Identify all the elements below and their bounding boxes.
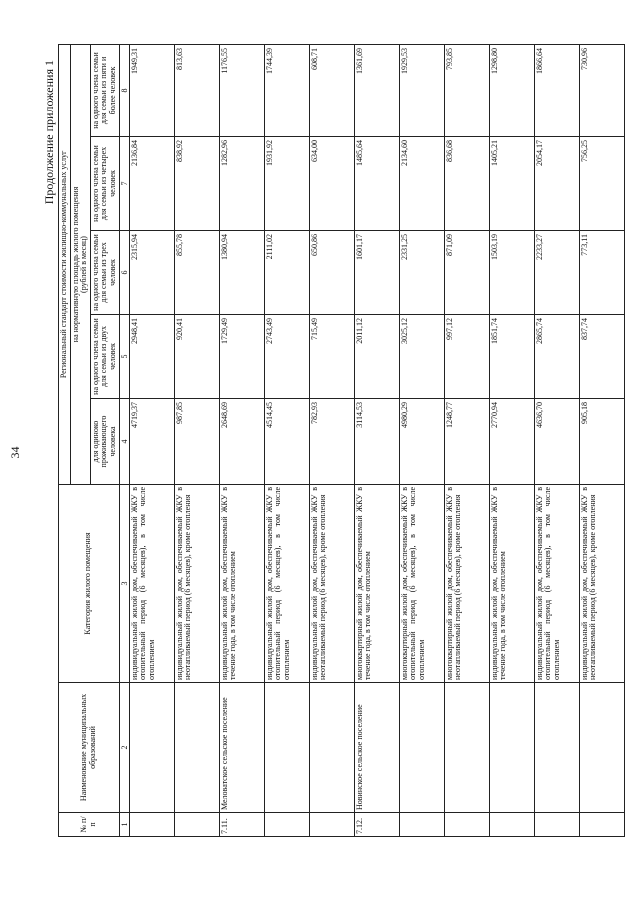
row-municipality xyxy=(264,683,309,813)
row-value: 1744,39 xyxy=(264,44,309,136)
table-row xyxy=(444,44,489,836)
row-value: 2315,94 xyxy=(129,231,174,315)
row-number xyxy=(309,813,354,837)
header-col5: на одного члена семьи для семьи из двух человек xyxy=(90,315,119,399)
header-standard-line2: на нормативную площадь жилого помещения xyxy=(70,186,80,343)
row-value: 1248,77 xyxy=(444,399,489,485)
row-value: 1298,80 xyxy=(489,44,534,136)
row-value: 1405,21 xyxy=(489,137,534,231)
index-row xyxy=(119,44,129,836)
row-value: 813,63 xyxy=(174,44,219,136)
header-municipality: Наименование муниципальных образований xyxy=(59,683,120,813)
row-municipality: Новинское сельское поселение xyxy=(354,683,399,813)
row-value: 756,25 xyxy=(579,137,624,231)
row-number xyxy=(129,813,174,837)
row-category: индивидуальный жилой дом, обеспечиваемый ЖКУ в отопительный период (6 месяцев), в том числе отоплением xyxy=(129,485,174,683)
page-number: 34 xyxy=(8,446,22,459)
row-value: 1929,53 xyxy=(399,44,444,136)
row-value: 2648,69 xyxy=(219,399,264,485)
row-municipality xyxy=(489,683,534,813)
row-value: 871,09 xyxy=(444,231,489,315)
index-cell: 4 xyxy=(119,399,129,485)
appendix-caption: Продолжение приложения 1 xyxy=(42,60,56,205)
row-municipality xyxy=(174,683,219,813)
row-value: 1931,92 xyxy=(264,137,309,231)
row-category: многоквартирный жилой дом, обеспечиваемый ЖКУ в течение года, в том числе отоплением xyxy=(354,485,399,683)
table-row xyxy=(399,44,444,836)
index-cell: 6 xyxy=(119,231,129,315)
index-cell: 2 xyxy=(119,683,129,813)
row-value: 1503,19 xyxy=(489,231,534,315)
table-row xyxy=(219,44,264,836)
row-value: 855,78 xyxy=(174,231,219,315)
row-value: 2054,17 xyxy=(534,137,579,231)
row-value: 1851,74 xyxy=(489,315,534,399)
header-standard-sub xyxy=(70,44,90,484)
header-col8: на одного члена семьи для семьи из пяти и более человек xyxy=(90,44,119,136)
row-value: 773,11 xyxy=(579,231,624,315)
row-municipality xyxy=(399,683,444,813)
index-cell: 3 xyxy=(119,485,129,683)
row-value: 4980,29 xyxy=(399,399,444,485)
row-value: 1176,55 xyxy=(219,44,264,136)
row-value: 2233,27 xyxy=(534,231,579,315)
row-category: индивидуальный жилой дом, обеспечиваемый ЖКУ в неотапливаемый период (6 месяцев), кроме отопления xyxy=(309,485,354,683)
row-value: 2136,84 xyxy=(129,137,174,231)
row-value: 2111,02 xyxy=(264,231,309,315)
header-standard-line3: (рублей в месяц) xyxy=(79,236,89,293)
index-cell: 8 xyxy=(119,44,129,136)
row-value: 838,92 xyxy=(174,137,219,231)
table-row xyxy=(534,44,579,836)
row-value: 905,18 xyxy=(579,399,624,485)
row-number xyxy=(399,813,444,837)
row-number xyxy=(534,813,579,837)
row-municipality xyxy=(534,683,579,813)
row-value: 4636,70 xyxy=(534,399,579,485)
row-number: 7.11. xyxy=(219,813,264,837)
table-row xyxy=(579,44,624,836)
header-number: № п/п xyxy=(59,813,120,837)
table-body xyxy=(119,44,624,836)
row-municipality xyxy=(309,683,354,813)
row-value: 1380,94 xyxy=(219,231,264,315)
row-value: 793,85 xyxy=(444,44,489,136)
row-value: 2743,49 xyxy=(264,315,309,399)
index-cell: 7 xyxy=(119,137,129,231)
cost-standard-table xyxy=(58,44,625,837)
row-value: 1729,49 xyxy=(219,315,264,399)
row-value: 715,49 xyxy=(309,315,354,399)
row-number: 7.12. xyxy=(354,813,399,837)
row-value: 1361,69 xyxy=(354,44,399,136)
row-category: индивидуальный жилой дом, обеспечиваемый ЖКУ в течение года, в том числе отоплением xyxy=(219,485,264,683)
row-category: индивидуальный жилой дом, обеспечиваемый ЖКУ в течение года, в том числе отоплением xyxy=(489,485,534,683)
row-value: 650,86 xyxy=(309,231,354,315)
row-number xyxy=(264,813,309,837)
row-value: 4514,45 xyxy=(264,399,309,485)
row-category: индивидуальный жилой дом, обеспечиваемый ЖКУ в неотапливаемый период (6 месяцев), кроме отопления xyxy=(174,485,219,683)
row-value: 3025,12 xyxy=(399,315,444,399)
row-value: 1866,64 xyxy=(534,44,579,136)
row-value: 634,00 xyxy=(309,137,354,231)
row-value: 2770,94 xyxy=(489,399,534,485)
row-municipality xyxy=(129,683,174,813)
row-value: 4719,37 xyxy=(129,399,174,485)
row-number xyxy=(579,813,624,837)
row-value: 608,71 xyxy=(309,44,354,136)
row-municipality xyxy=(579,683,624,813)
row-value: 2948,41 xyxy=(129,315,174,399)
header-category: Категория жилого помещения xyxy=(59,485,120,683)
row-number xyxy=(444,813,489,837)
header-col6: на одного члена семьи для семьи из трех человек xyxy=(90,231,119,315)
row-value: 2011,12 xyxy=(354,315,399,399)
row-value: 782,93 xyxy=(309,399,354,485)
row-municipality xyxy=(444,683,489,813)
row-value: 2331,25 xyxy=(399,231,444,315)
table-row xyxy=(489,44,534,836)
row-value: 837,74 xyxy=(579,315,624,399)
row-value: 997,12 xyxy=(444,315,489,399)
row-value: 1949,31 xyxy=(129,44,174,136)
row-value: 730,96 xyxy=(579,44,624,136)
row-category: индивидуальный жилой дом, обеспечиваемый ЖКУ в неотапливаемый период (6 месяцев), кроме отопления xyxy=(579,485,624,683)
table-row xyxy=(264,44,309,836)
row-value: 1485,64 xyxy=(354,137,399,231)
table-row xyxy=(354,44,399,836)
index-cell: 5 xyxy=(119,315,129,399)
table-row xyxy=(129,44,174,836)
row-value: 1282,96 xyxy=(219,137,264,231)
table-row xyxy=(174,44,219,836)
row-category: многоквартирный жилой дом, обеспечиваемый ЖКУ в неотапливаемый период (6 месяцев), кроме отопления xyxy=(444,485,489,683)
row-value: 920,41 xyxy=(174,315,219,399)
header-col7: на одного члена семьи для семьи из четырех человек xyxy=(90,137,119,231)
row-category: индивидуальный жилой дом, обеспечиваемый ЖКУ в отопительный период (6 месяцев), в том числе отоплением xyxy=(264,485,309,683)
row-municipality: Меловатское сельское поселение xyxy=(219,683,264,813)
row-value: 987,85 xyxy=(174,399,219,485)
row-category: индивидуальный жилой дом, обеспечиваемый ЖКУ в отопительный период (6 месяцев), в том числе отоплением xyxy=(534,485,579,683)
row-value: 836,68 xyxy=(444,137,489,231)
row-value: 1601,17 xyxy=(354,231,399,315)
row-number xyxy=(174,813,219,837)
row-value: 3114,53 xyxy=(354,399,399,485)
row-number xyxy=(489,813,534,837)
row-category: многоквартирный жилой дом, обеспечиваемый ЖКУ в отопительный период (6 месяцев), в том числе отоплением xyxy=(399,485,444,683)
header-standard: Региональный стандарт стоимости жилищно-коммунальных услуг xyxy=(59,44,71,484)
row-value: 2865,74 xyxy=(534,315,579,399)
index-cell: 1 xyxy=(119,813,129,837)
header-col4: для одиноко проживающего человека xyxy=(90,399,119,485)
table-row xyxy=(309,44,354,836)
row-value: 2134,60 xyxy=(399,137,444,231)
